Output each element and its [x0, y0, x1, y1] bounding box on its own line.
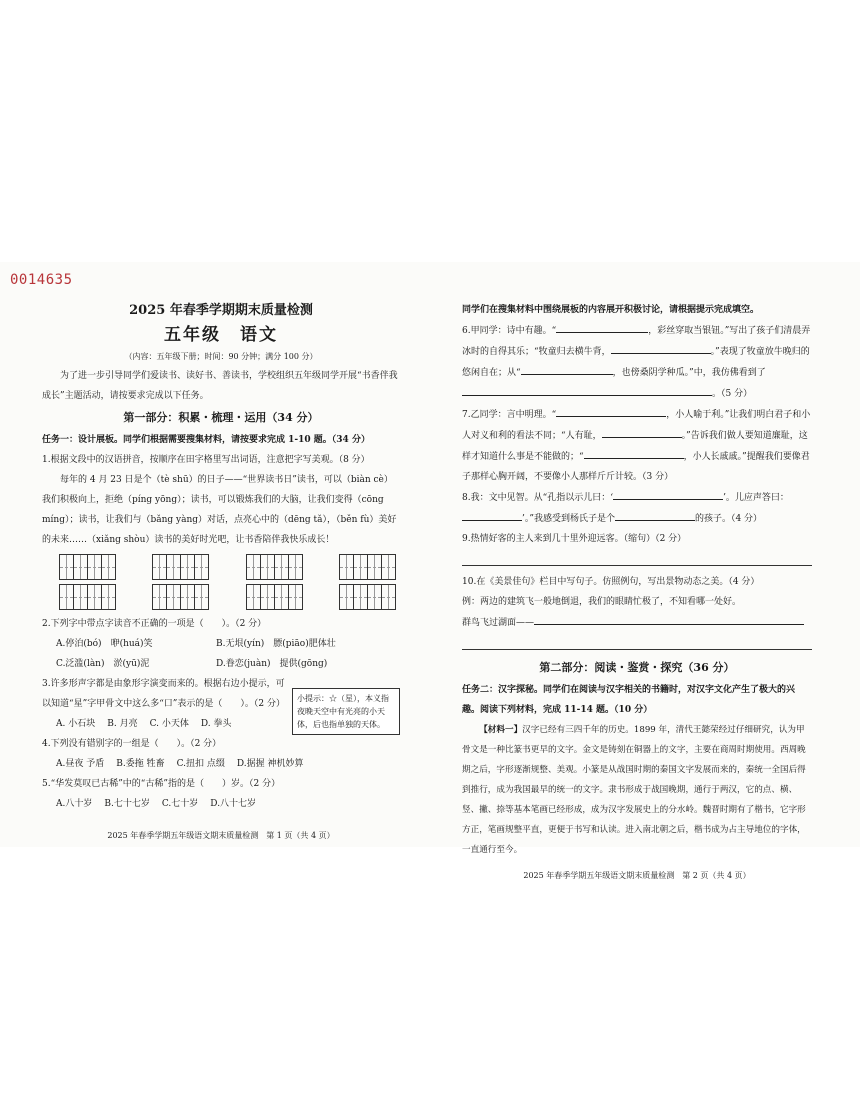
option-a[interactable]: A.昼夜 予盾	[56, 759, 105, 769]
discussion-lead: 同学们在搜集材料中围绕展板的内容展开积极讨论，请根据提示完成填空。	[462, 305, 760, 315]
word-box[interactable]	[153, 584, 209, 610]
page-1	[42, 300, 400, 844]
question-10-answer	[462, 612, 812, 633]
answer-blank[interactable]	[534, 612, 804, 625]
word-box[interactable]	[60, 554, 116, 580]
question-10-example: 例：两边的建筑飞一般地倒退，我们的眼睛忙极了，不知看哪一处好。	[462, 597, 742, 607]
question-8	[462, 487, 812, 529]
answer-blank[interactable]	[462, 383, 712, 396]
q8-text-a: 8.我：文中见智。从“孔指以示儿曰：‘	[462, 493, 614, 503]
option-c[interactable]: C. 小天体	[149, 719, 189, 729]
question-6	[462, 320, 812, 404]
part-1-heading: 第一部分：积累・梳理・运用（34 分）	[123, 411, 319, 424]
page-2-footer: 2025 年春季学期五年级语文期末质量检测 第 2 页（共 4 页）	[523, 871, 751, 880]
question-9: 9.热情好客的主人来到几十里外迎远客。（缩句）（2 分）	[462, 534, 687, 544]
exam-meta: （内容：五年级下册；时间：90 分钟；满分 100 分）	[124, 352, 318, 361]
word-box[interactable]	[247, 554, 303, 580]
q6-text-b: ，彩丝穿取当银钮。”写出了孩子们清晨弄冰时的自得其乐；“牧童归去横牛背，	[462, 326, 811, 357]
answer-blank[interactable]	[556, 404, 666, 417]
word-box[interactable]	[60, 584, 116, 610]
material-1	[462, 720, 812, 860]
answer-blank[interactable]	[611, 341, 711, 354]
question-1-passage: 每年的 4 月 23 日是个（tè shū）的日子——“世界读书日”读书，可以（biàn cè）我们积极向上，拒绝（píng yōng）；读书，可以锻炼我们的大脑，让我们变得（cōng míng）；读书，让我们与（bǎng yàng）对话，点亮心中的（dēng tǎ），（běn fù）美好的未来……（xiǎng shòu）读书的美好时光吧，让书香陪伴我快乐成长！	[42, 475, 397, 545]
part-2-heading: 第二部分：阅读・鉴赏・探究（36 分）	[539, 661, 735, 674]
q6-text-e: 。（5 分）	[712, 389, 753, 399]
serial-number: 0014635	[10, 272, 73, 288]
option-b[interactable]: B.七十七岁	[104, 799, 150, 809]
q7-text-a: 7.乙同学：言中明理。“	[462, 410, 557, 420]
question-7	[462, 404, 812, 487]
q10-start: 群鸟飞过湖面——	[462, 618, 535, 628]
word-box[interactable]	[340, 554, 396, 580]
task-2-heading: 任务二：汉字探秘。同学们在阅读与汉字相关的书籍时，对汉字文化产生了极大的兴趣。阅读下列材料，完成 11-14 题。（10 分）	[462, 685, 796, 715]
material-text: 汉字已经有三四千年的历史。1899 年，清代王懿荣经过仔细研究，认为甲骨文是一种比篆书更早的文字。金文是铸刻在铜器上的文字，主要在商周时期使用。西周晚期之后，字形逐渐规整、美观。小篆是从战国时期的秦国文字发展而来的，秦统一全国后得到推行，成为我国最早的统一的文字。隶书形成于战国晚期，通行于两汉，它的点、横、竖、撇、捺等基本笔画已经形成，成为汉字发展史上的分水岭。魏晋时期有了楷书，它字形方正，笔画规整平直，更便于书写和认读。进入南北朝之后，楷书成为占主导地位的字体，一直通行至今。	[462, 725, 806, 855]
option-b[interactable]: B.委拖 牲畜	[116, 759, 165, 769]
option-d[interactable]: D.眷恋(juàn) 提供(gōng)	[216, 659, 328, 669]
intro-text: 为了进一步引导同学们爱读书、读好书、善读书，学校组织五年级同学开展“书香伴我成长”主题活动，请按要求完成以下任务。	[42, 371, 398, 401]
question-1: 1.根据文段中的汉语拼音，按顺序在田字格里写出词语，注意把字写美观。（8 分）	[42, 455, 370, 465]
question-2: 2.下列字中带点字读音不正确的一项是（ ）。（2 分）	[42, 619, 267, 629]
question-4-options	[42, 754, 400, 774]
answer-blank[interactable]	[521, 362, 613, 375]
q6-text-c: 。”表现了牧童放牛晚归的悠闲自在；从“	[462, 347, 810, 378]
word-box[interactable]	[153, 554, 209, 580]
q7-text-b: ，小人喻于利。”让我们明白君子和小人对义和利的看法不同；“人有耻，	[462, 410, 811, 441]
option-a[interactable]: A.停泊(bó) 咿(huá)笑	[56, 639, 153, 649]
option-c[interactable]: C.泛滥(làn) 淤(yū)泥	[56, 659, 150, 669]
word-box[interactable]	[340, 584, 396, 610]
option-c[interactable]: C.七十岁	[161, 799, 199, 809]
answer-line[interactable]	[462, 549, 812, 566]
answer-blank[interactable]	[615, 508, 695, 521]
answer-line[interactable]	[462, 633, 812, 650]
answer-blank[interactable]	[602, 425, 682, 438]
option-a[interactable]: A.八十岁	[56, 799, 93, 809]
answer-blank[interactable]	[584, 446, 684, 459]
answer-blank[interactable]	[613, 487, 723, 500]
option-b[interactable]: B. 月亮	[107, 719, 138, 729]
exam-subject: 五年级 语文	[164, 325, 278, 345]
q8-text-b: ’。儿应声答曰：	[723, 493, 789, 503]
answer-blank[interactable]	[462, 508, 522, 521]
q7-text-c: 。”告诉我们做人要知道廉耻，这样才知道什么事是不能做的；“	[462, 431, 808, 462]
q8-text-d: 的孩子。（4 分）	[694, 514, 763, 524]
page-2	[462, 300, 812, 884]
answer-blank[interactable]	[556, 320, 648, 333]
task-1-heading: 任务一：设计展板。同学们根据需要搜集材料，请按要求完成 1-10 题。（34 分）	[42, 435, 370, 445]
question-4: 4.下列没有错别字的一组是（ ）。（2 分）	[42, 739, 222, 749]
question-10: 10.在《美景佳句》栏目中写句子。仿照例句，写出景物动态之美。（4 分）	[462, 577, 760, 587]
hint-box: 小提示：☆（星），本义指夜晚天空中有光亮的小天体，后也指单独的天体。	[292, 688, 400, 735]
exam-title: 2025 年春季学期期末质量检测	[129, 303, 313, 318]
q6-text-a: 6.甲同学：诗中有趣。“	[462, 326, 557, 336]
writing-grid-row-1	[60, 554, 396, 580]
question-3: 3.许多形声字都是由象形字演变而来的。根据右边小提示，可以知道“星”字甲骨文中这么多“口”表示的是（ ）。（2 分）	[42, 679, 285, 709]
question-5-options	[42, 794, 400, 814]
writing-grid-row-2	[60, 584, 396, 610]
question-2-options	[42, 634, 400, 674]
material-label: 【材料一】	[479, 725, 523, 735]
option-b[interactable]: B.无垠(yín) 膘(piāo)肥体壮	[216, 639, 336, 649]
option-c[interactable]: C.扭扣 点缀	[176, 759, 225, 769]
q8-text-c: ’。”我感受到杨氏子是个	[522, 514, 615, 524]
option-d[interactable]: D. 拳头	[200, 719, 232, 729]
option-a[interactable]: A. 小石块	[56, 719, 96, 729]
word-box[interactable]	[247, 584, 303, 610]
q6-text-d: ，也傍桑阴学种瓜。”中，我仿佛看到了	[612, 368, 766, 378]
option-d[interactable]: D.据握 神机妙算	[236, 759, 304, 769]
option-d[interactable]: D.八十七岁	[210, 799, 257, 809]
page-1-footer: 2025 年春季学期五年级语文期末质量检测 第 1 页（共 4 页）	[107, 831, 335, 840]
question-5: 5.“华发莫叹已古稀”中的“古稀”指的是（ ）岁。（2 分）	[42, 779, 281, 789]
q7-text-d: ，小人长戚戚。”提醒我们要像君子那样心胸开阔，不要像小人那样斤斤计较。（3 分）	[462, 452, 810, 482]
